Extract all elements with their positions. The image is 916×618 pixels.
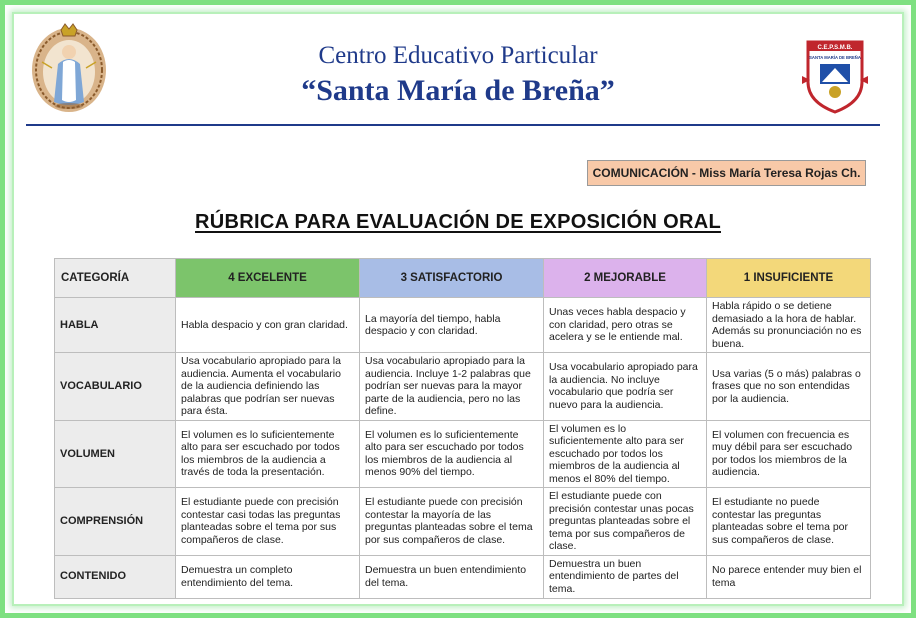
table-cell: El volumen con frecuencia es muy débil para ser escuchado por todos los miembros de la audiencia.: [707, 420, 871, 488]
table-cell: Demuestra un completo entendimiento del tema.: [176, 555, 360, 598]
category-comprension: COMPRENSIÓN: [55, 488, 176, 556]
table-row: [55, 353, 871, 421]
header-divider: [26, 124, 880, 126]
table-row: [55, 298, 871, 353]
table-row: [55, 420, 871, 488]
school-name-line2: “Santa María de Breña”: [301, 74, 615, 107]
crest-text-top: C.E.P.S.M.B.: [817, 45, 853, 51]
table-cell: El estudiante puede con precisión contestar unas pocas preguntas planteadas sobre el tema por sus compañeros de clase.: [544, 488, 707, 556]
crest-text-mid: SANTA MARÍA DE BREÑA: [809, 55, 861, 60]
category-volumen: VOLUMEN: [55, 420, 176, 488]
table-cell: La mayoría del tiempo, habla despacio y con claridad.: [360, 298, 544, 353]
subject-teacher-label: COMUNICACIÓN - Miss María Teresa Rojas Ch.: [587, 160, 866, 186]
category-contenido: CONTENIDO: [55, 555, 176, 598]
table-cell: Demuestra un buen entendimiento del tema.: [360, 555, 544, 598]
table-cell: El volumen es lo suficientemente alto para ser escuchado por todos los miembros de la audiencia al menos 90% del tiempo.: [360, 420, 544, 488]
table-row: [55, 488, 871, 556]
table-cell: Unas veces habla despacio y con claridad, pero otras se acelera y se le entiende mal.: [544, 298, 707, 353]
category-vocabulario: VOCABULARIO: [55, 353, 176, 421]
header-level-3: 3 SATISFACTORIO: [360, 259, 544, 298]
table-cell: El estudiante no puede contestar las preguntas planteadas sobre el tema por sus compañeros de clase.: [707, 488, 871, 556]
table-cell: Habla despacio y con gran claridad.: [176, 298, 360, 353]
rubric-title-text: RÚBRICA PARA EVALUACIÓN DE EXPOSICIÓN ORAL: [195, 211, 721, 233]
rubric-header-row: [55, 259, 871, 298]
table-row: [55, 555, 871, 598]
school-name-line1: Centro Educativo Particular: [318, 42, 598, 69]
table-cell: Usa varias (5 o más) palabras o frases que no son entendidas por la audiencia.: [707, 353, 871, 421]
table-cell: El estudiante puede con precisión contestar casi todas las preguntas planteadas sobre el tema por sus compañeros de clase.: [176, 488, 360, 556]
rubric-table: [54, 258, 871, 599]
header-level-1: 1 INSUFICIENTE: [707, 259, 871, 298]
table-cell: Usa vocabulario apropiado para la audiencia. No incluye vocabulario que podría ser nuevo para la audiencia.: [544, 353, 707, 421]
table-cell: Usa vocabulario apropiado para la audiencia. Aumenta el vocabulario de la audiencia definiendo las palabras que podrían ser nuevas para ésta.: [176, 353, 360, 421]
table-cell: El estudiante puede con precisión contestar la mayoría de las preguntas planteadas sobre el tema por sus compañeros de clase.: [360, 488, 544, 556]
table-cell: El volumen es lo suficientemente alto para ser escuchado por todos los miembros de la audiencia a través de toda la presentación.: [176, 420, 360, 488]
table-cell: Usa vocabulario apropiado para la audiencia. Incluye 1-2 palabras que podrían ser nuevas para la mayor parte de la audiencia, pero no las define.: [360, 353, 544, 421]
table-cell: No parece entender muy bien el tema: [707, 555, 871, 598]
category-habla: HABLA: [55, 298, 176, 353]
table-cell: Demuestra un buen entendimiento de partes del tema.: [544, 555, 707, 598]
table-cell: Habla rápido o se detiene demasiado a la hora de hablar. Además su pronunciación no es buena.: [707, 298, 871, 353]
header-level-2: 2 MEJORABLE: [544, 259, 707, 298]
table-cell: El volumen es lo suficientemente alto para ser escuchado por todos los miembros de la audiencia al menos el 80% del tiempo.: [544, 420, 707, 488]
header-category: CATEGORÍA: [55, 259, 176, 298]
header-level-4: 4 EXCELENTE: [176, 259, 360, 298]
rubric-title: [0, 211, 916, 234]
